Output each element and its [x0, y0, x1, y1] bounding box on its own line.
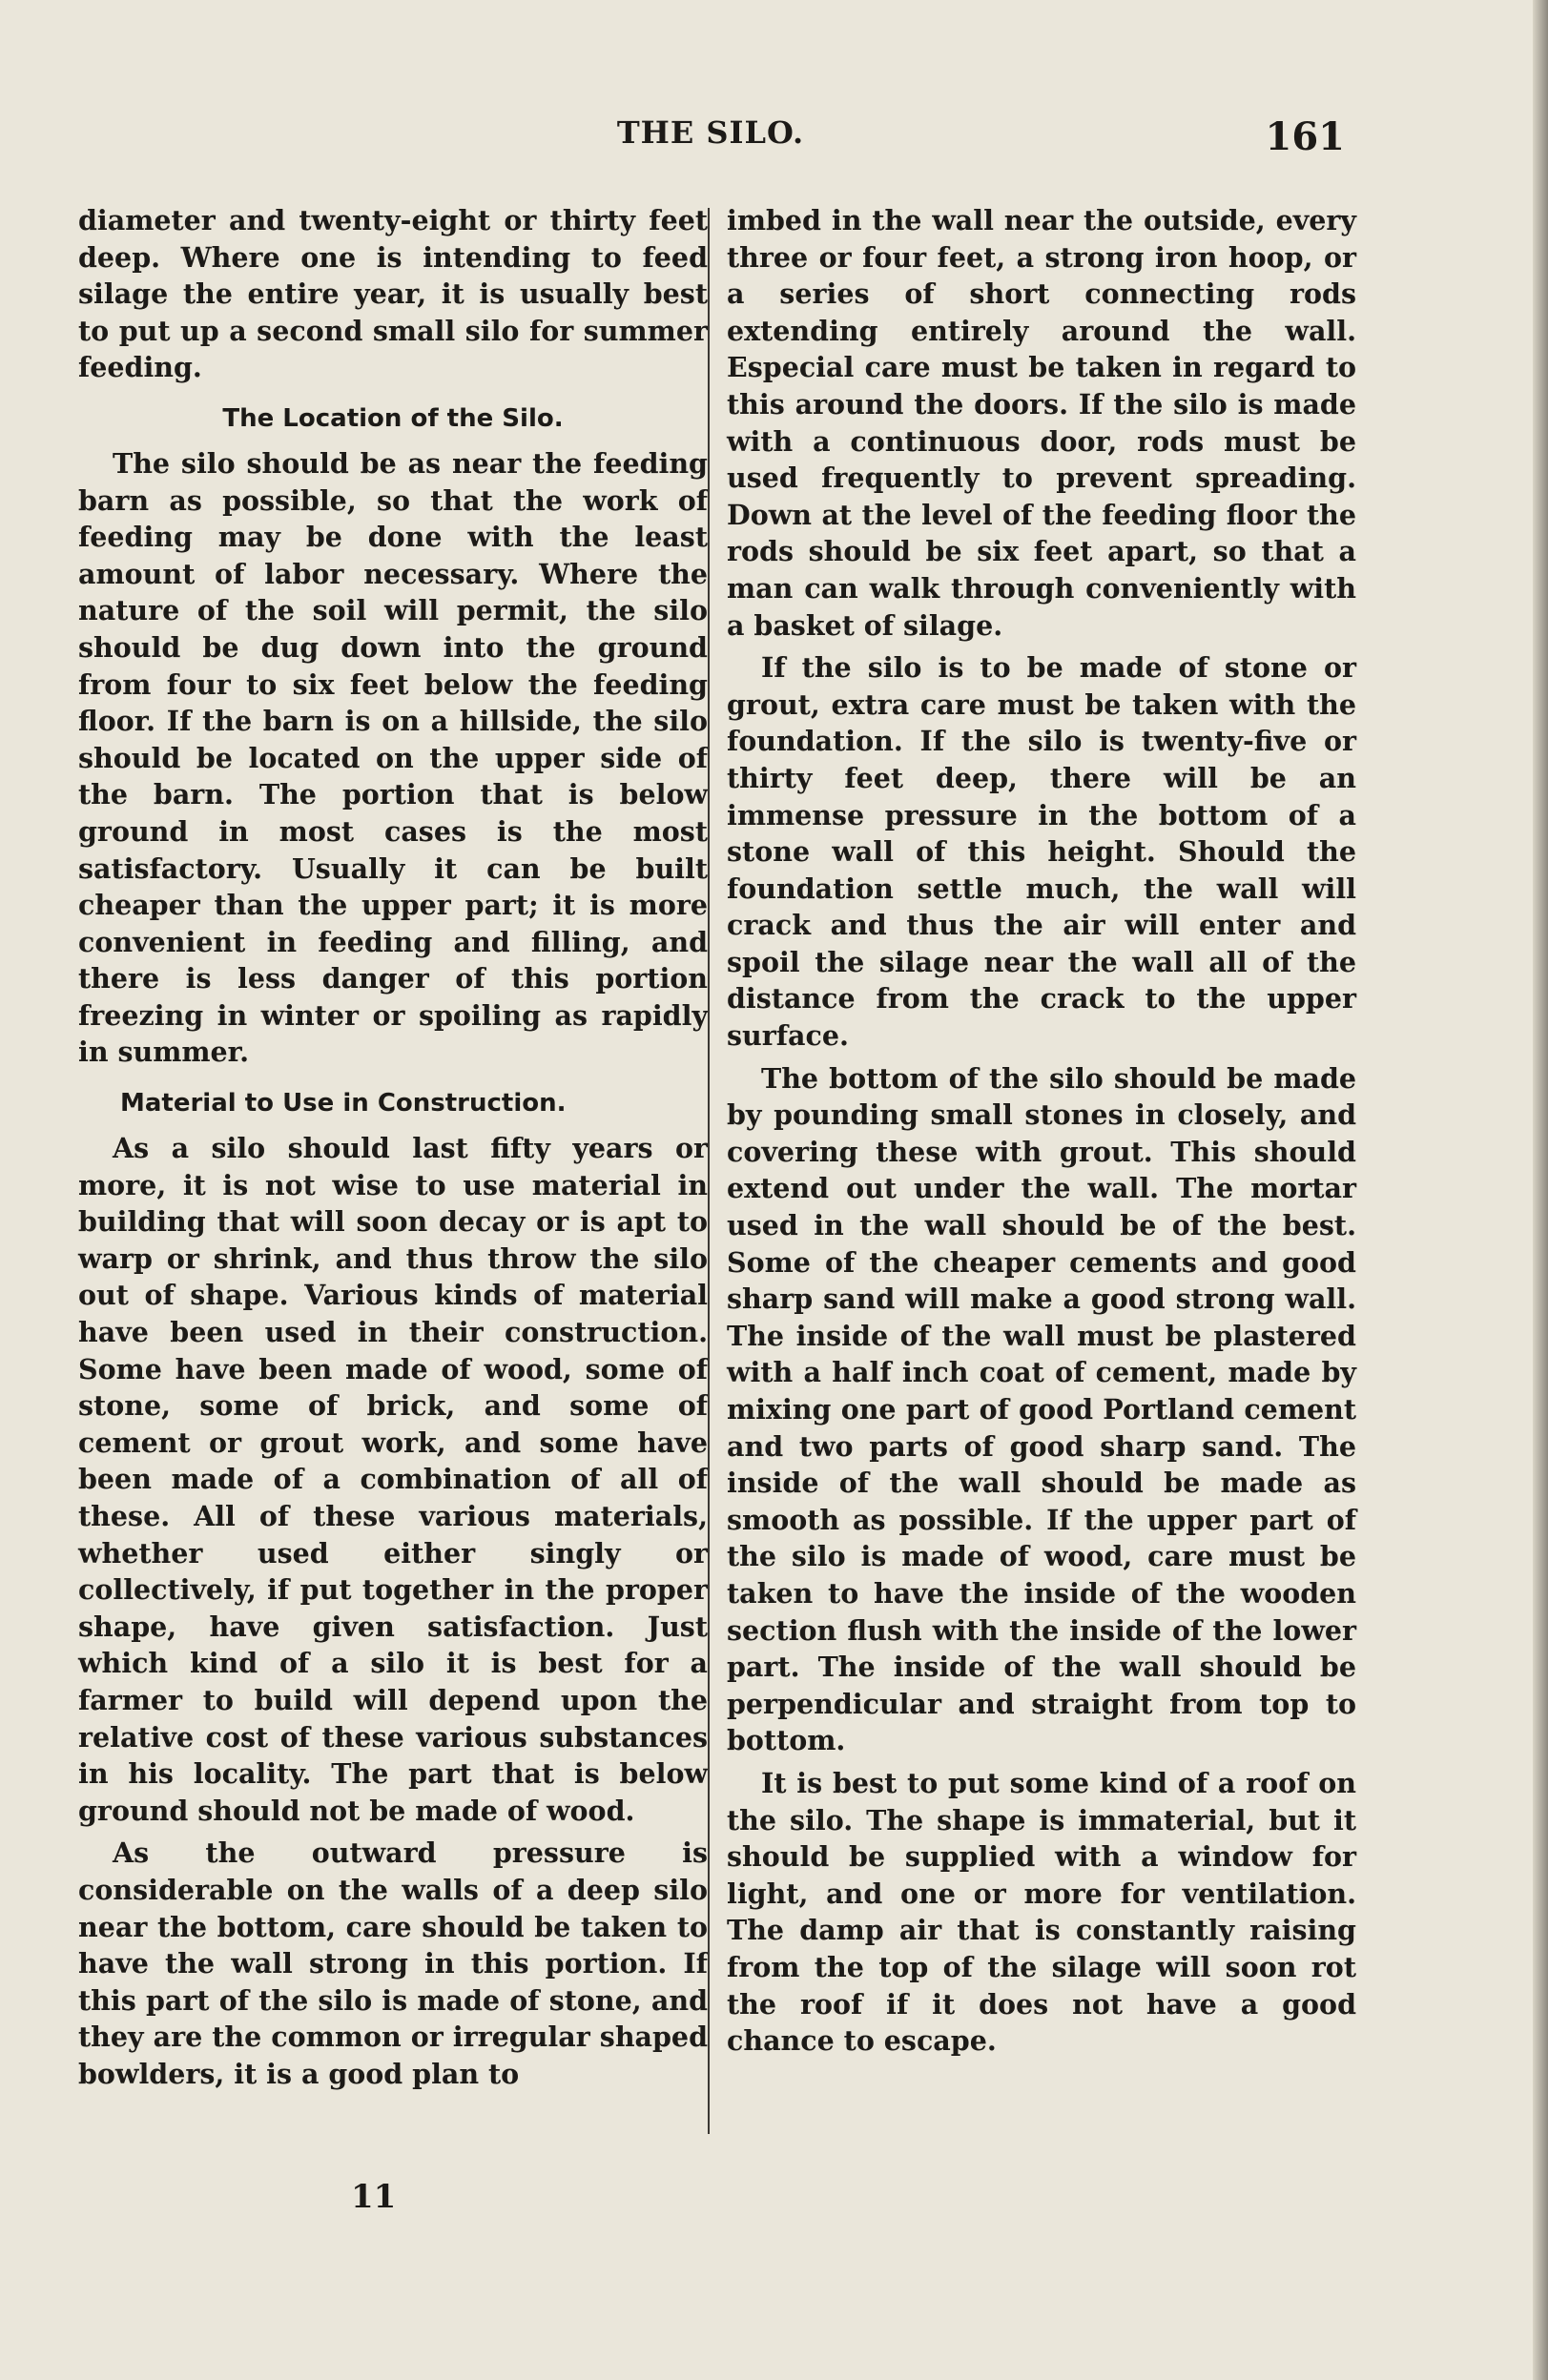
signature-mark: 11	[351, 2178, 397, 2216]
paragraph: It is best to put some kind of a roof on the silo. The shape is immaterial, but it should be supplied with a window for light, and one or more for ventilation. The damp air that is constantly raising from the top of the silage will soon rot the roof if it does not have a good chance to escape.	[727, 1766, 1356, 2058]
page-number: 161	[1265, 114, 1345, 159]
section-heading-material: Material to Use in Construction.	[120, 1089, 567, 1118]
page-edge-shadow	[1533, 0, 1548, 2380]
left-column	[78, 202, 708, 2093]
paragraph: As the outward pressure is considerable on the walls of a deep silo near the bottom, care should be taken to have the wall strong in this portion. If this part of the silo is made of stone, and they are the common or irregular shaped bowlders, it is a good plan to	[78, 1836, 708, 2090]
paragraph: The bottom of the silo should be made by pounding small stones in closely, and covering these with grout. This should extend out under the wall. The mortar used in the wall should be of the best. Some of the cheaper cements and good sharp sand will make a good strong wall. The inside of the wall must be plastered with a half inch coat of cement, made by mixing one part of good Portland cement and two parts of good sharp sand. The inside of the wall should be made as smooth as possible. If the upper part of the silo is made of wood, care must be taken to have the inside of the wooden section flush with the inside of the lower part. The inside of the wall should be perpendicular and straight from top to bottom.	[727, 1061, 1356, 1757]
column-divider	[708, 208, 710, 2134]
paragraph: If the silo is to be made of stone or grout, extra care must be taken with the foundation. If the silo is twenty-five or thirty feet deep, there will be an immense pressure in the bottom of a stone wall of this height. Should the foundation settle much, the wall will crack and thus the air will enter and spoil the silage near the wall all of the distance from the crack to the upper surface.	[727, 651, 1356, 1053]
paragraph: As a silo should last fifty years or more, it is not wise to use material in building that will soon decay or is apt to warp or shrink, and thus throw the silo out of shape. Various kinds of material have been used in their construction. Some have been made of wood, some of stone, some of brick, and some of cement or grout work, and some have been made of a combination of all of these. All of these various materials, whether used either singly or collectively, if put together in the proper shape, have given satisfaction. Just which kind of a silo it is best for a farmer to build will depend upon the relative cost of these various substances in his locality. The part that is below ground should not be made of wood.	[78, 1132, 708, 1827]
paragraph: diameter and twenty-eight or thirty feet deep. Where one is intending to feed silage the entire year, it is usually best to put up a second small silo for summer feeding.	[78, 204, 708, 384]
paragraph: The silo should be as near the feeding barn as possible, so that the work of feeding may be done with the least amount of labor necessary. Where the nature of the soil will permit, the silo should be dug down into the ground from four to six feet below the feeding floor. If the barn is on a hillside, the silo should be located on the upper side of the barn. The portion that is below ground in most cases is the most satisfactory. Usually it can be built cheaper than the upper part; it is more convenient in feeding and filling, and there is less danger of this portion freezing in winter or spoiling as rapidly in summer.	[78, 446, 708, 1069]
running-head	[76, 114, 1345, 162]
running-title: THE SILO.	[616, 114, 805, 151]
right-column	[727, 202, 1356, 2060]
paragraph: imbed in the wall near the outside, every three or four feet, a strong iron hoop, or a series of short connecting rods extending entirely around the wall. Especial care must be taken in regard to this around the doors. If the silo is made with a continuous door, rods must be used frequently to prevent spreading. Down at the level of the feeding floor the rods should be six feet apart, so that a man can walk through conveniently with a basket of silage.	[727, 204, 1356, 642]
section-heading-location: The Location of the Silo.	[222, 403, 564, 433]
